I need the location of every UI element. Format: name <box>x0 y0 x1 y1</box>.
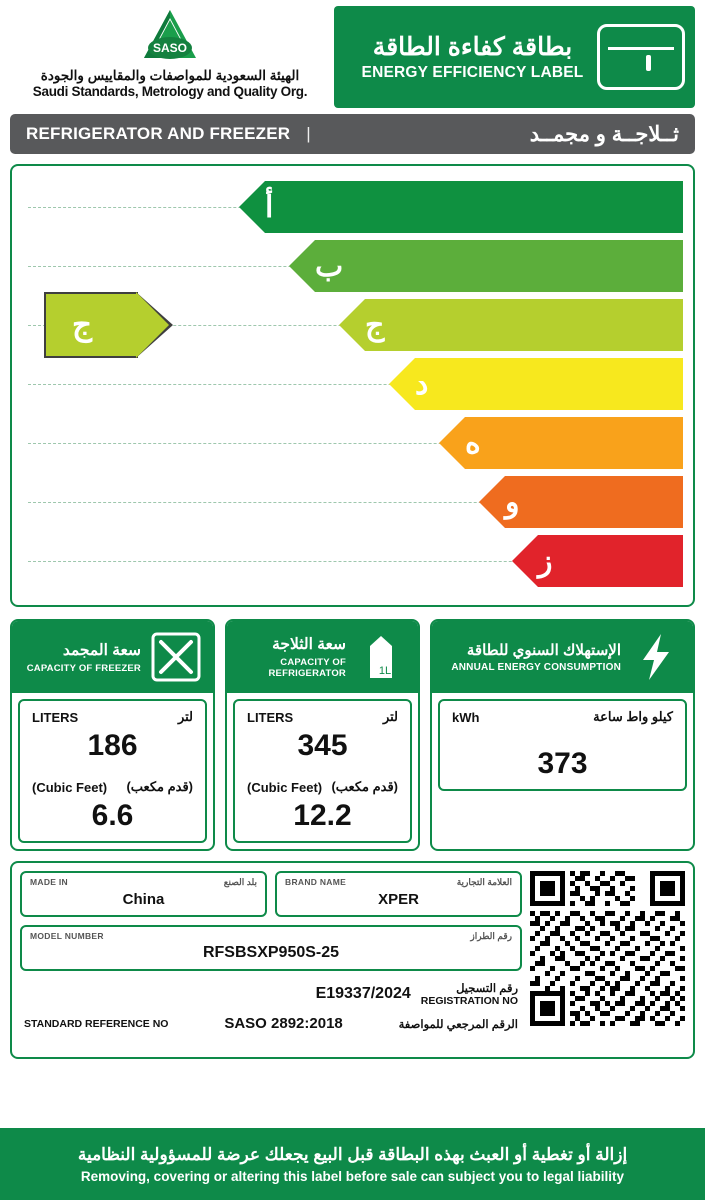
freezer-unit-cuft <box>20 771 205 797</box>
grade-label: ب <box>315 249 344 283</box>
grade-arrow-tip <box>439 417 465 469</box>
energy-title-en: ANNUAL ENERGY CONSUMPTION <box>451 662 621 673</box>
saso-org-name-ar: الهيئة السعودية للمواصفات والمقاييس والجودة <box>40 68 300 83</box>
grade-bar-a <box>265 181 683 233</box>
model-label-ar: رقم الطراز <box>470 931 512 941</box>
grade-bar-b <box>315 240 683 292</box>
refrigerator-capacity-panel <box>225 619 420 851</box>
made-in-value: China <box>122 890 165 908</box>
grade-row <box>22 532 683 590</box>
energy-kwh-value: 373 <box>537 747 588 780</box>
refrigerator-unit-en: LITERS <box>247 709 294 725</box>
made-in-label-ar: بلد الصنع <box>223 877 257 887</box>
efficiency-scale <box>10 164 695 607</box>
freezer-values <box>18 699 207 843</box>
refrigerator-unit-cuft <box>235 771 410 797</box>
grade-label: د <box>415 367 429 401</box>
refrigerator-values <box>233 699 412 843</box>
current-grade-marker <box>44 292 138 358</box>
product-type-bar <box>10 114 695 154</box>
grade-label: ز <box>538 544 553 578</box>
made-in-label-en: MADE IN <box>30 877 68 887</box>
brand-value: XPER <box>378 890 419 908</box>
svg-text:SASO: SASO <box>152 41 188 55</box>
energy-unit-row <box>440 701 685 727</box>
registration-value: E19337/2024 <box>315 985 411 1002</box>
refrigerator-cuft-value: 12.2 <box>293 799 352 832</box>
legal-warning-en: Removing, covering or altering this label before sale can subject you to legal liability <box>80 1168 625 1184</box>
grade-arrow-tip <box>339 299 365 351</box>
energy-title-ar: الإستهلاك السنوي للطاقة <box>466 642 621 659</box>
standard-label-ar: الرقم المرجعي للمواصفة <box>398 1018 518 1031</box>
registration-row <box>20 979 522 1007</box>
grade-arrow-tip <box>239 181 265 233</box>
made-in-field <box>20 871 267 917</box>
brand-name-field <box>275 871 522 917</box>
standard-row <box>20 1007 522 1032</box>
freezer-liters-value: 186 <box>87 729 138 762</box>
qr-code <box>530 871 685 1026</box>
refrigerator-icon <box>597 24 685 90</box>
energy-unit-en: kWh <box>452 709 480 725</box>
freezer-capacity-panel <box>10 619 215 851</box>
grade-bar-c <box>365 299 683 351</box>
freezer-unit2-ar: (قدم مكعب) <box>126 779 193 794</box>
energy-label-title-banner <box>334 6 695 108</box>
model-number-field <box>20 925 522 971</box>
energy-values <box>438 699 687 791</box>
energy-panel-header <box>432 621 693 693</box>
capacity-panels <box>10 619 695 851</box>
freezer-title-en: CAPACITY OF FREEZER <box>26 662 141 674</box>
grade-row <box>22 178 683 236</box>
lightning-bolt-icon <box>627 628 685 686</box>
grade-bar-e <box>465 417 683 469</box>
grade-bar-f <box>505 476 683 528</box>
grade-bar-d <box>415 358 683 410</box>
label-title-en: ENERGY EFFICIENCY LABEL <box>361 64 584 81</box>
freezer-unit-liters <box>20 701 205 727</box>
annual-energy-panel <box>430 619 695 851</box>
brand-label-ar: العلامة التجارية <box>456 877 512 887</box>
current-grade-tip <box>136 292 169 358</box>
legal-warning-ar: إزالة أو تغطية أو العبث بهذه البطاقة قبل البيع يجعلك عرضة للمسؤولية النظامية <box>77 1144 628 1164</box>
milk-carton-icon <box>352 628 410 686</box>
model-label-en: MODEL NUMBER <box>30 931 104 941</box>
product-type-en: REFRIGERATOR AND FREEZER <box>26 124 291 143</box>
grade-arrow-tip <box>289 240 315 292</box>
product-info-fields <box>20 871 522 1049</box>
model-value: RFSBSXP950S-25 <box>202 944 340 961</box>
grade-label: أ <box>265 190 274 224</box>
product-info-box <box>10 861 695 1059</box>
grade-label: ه <box>465 426 481 460</box>
standard-label-en: STANDARD REFERENCE NO <box>24 1017 169 1030</box>
grade-bar-g <box>538 535 683 587</box>
standard-value: SASO 2892:2018 <box>224 1015 343 1032</box>
grade-row <box>22 237 683 295</box>
registration-label-ar: رقم التسجيل <box>456 983 518 995</box>
current-grade-label: ج <box>72 307 93 342</box>
grade-arrow-tip <box>389 358 415 410</box>
refrigerator-unit-liters <box>235 701 410 727</box>
legal-warning-footer <box>0 1128 705 1200</box>
label-header <box>0 0 705 112</box>
refrigerator-unit2-en: (Cubic Feet) <box>247 779 323 795</box>
efficiency-grade-rows <box>22 178 683 595</box>
grade-row <box>22 473 683 531</box>
label-title-ar: بطاقة كفاءة الطاقة <box>372 33 573 61</box>
product-type-separator: | <box>306 124 311 143</box>
refrigerator-panel-header <box>227 621 418 693</box>
grade-label: ج <box>365 308 385 342</box>
energy-unit-ar: كيلو واط ساعة <box>593 709 673 724</box>
saso-org-block <box>10 6 330 108</box>
freezer-unit-ar: لتر <box>177 709 193 724</box>
refrigerator-liters-value: 345 <box>297 729 348 762</box>
saso-org-name-en: Saudi Standards, Metrology and Quality Org. <box>32 84 308 99</box>
made-brand-row <box>20 871 522 925</box>
freezer-cuft-value: 6.6 <box>91 799 134 832</box>
registration-label <box>421 981 518 1007</box>
grade-row <box>22 414 683 472</box>
product-type-ar: ثــلاجــة و مجمــد <box>529 122 679 146</box>
freezer-panel-header <box>12 621 213 693</box>
grade-arrow-tip <box>512 535 538 587</box>
refrigerator-title-en: CAPACITY OF REFRIGERATOR <box>268 657 346 679</box>
freezer-unit-en: LITERS <box>32 709 79 725</box>
grade-row <box>22 355 683 413</box>
refrigerator-unit-ar: لتر <box>382 709 398 724</box>
saso-logo-icon <box>130 8 210 66</box>
freezer-unit2-en: (Cubic Feet) <box>32 779 108 795</box>
grade-row-current <box>22 296 683 354</box>
freezer-title-ar: سعة المجمد <box>62 641 141 659</box>
svg-text:1L: 1L <box>378 665 392 677</box>
brand-label-en: BRAND NAME <box>285 877 347 887</box>
refrigerator-title-ar: سعة الثلاجة <box>272 636 346 653</box>
grade-label: و <box>505 485 520 519</box>
grade-arrow-tip <box>479 476 505 528</box>
refrigerator-unit2-ar: (قدم مكعب) <box>331 779 398 794</box>
registration-label-en: REGISTRATION NO <box>420 995 518 1007</box>
freezer-snowflake-icon <box>147 628 205 686</box>
